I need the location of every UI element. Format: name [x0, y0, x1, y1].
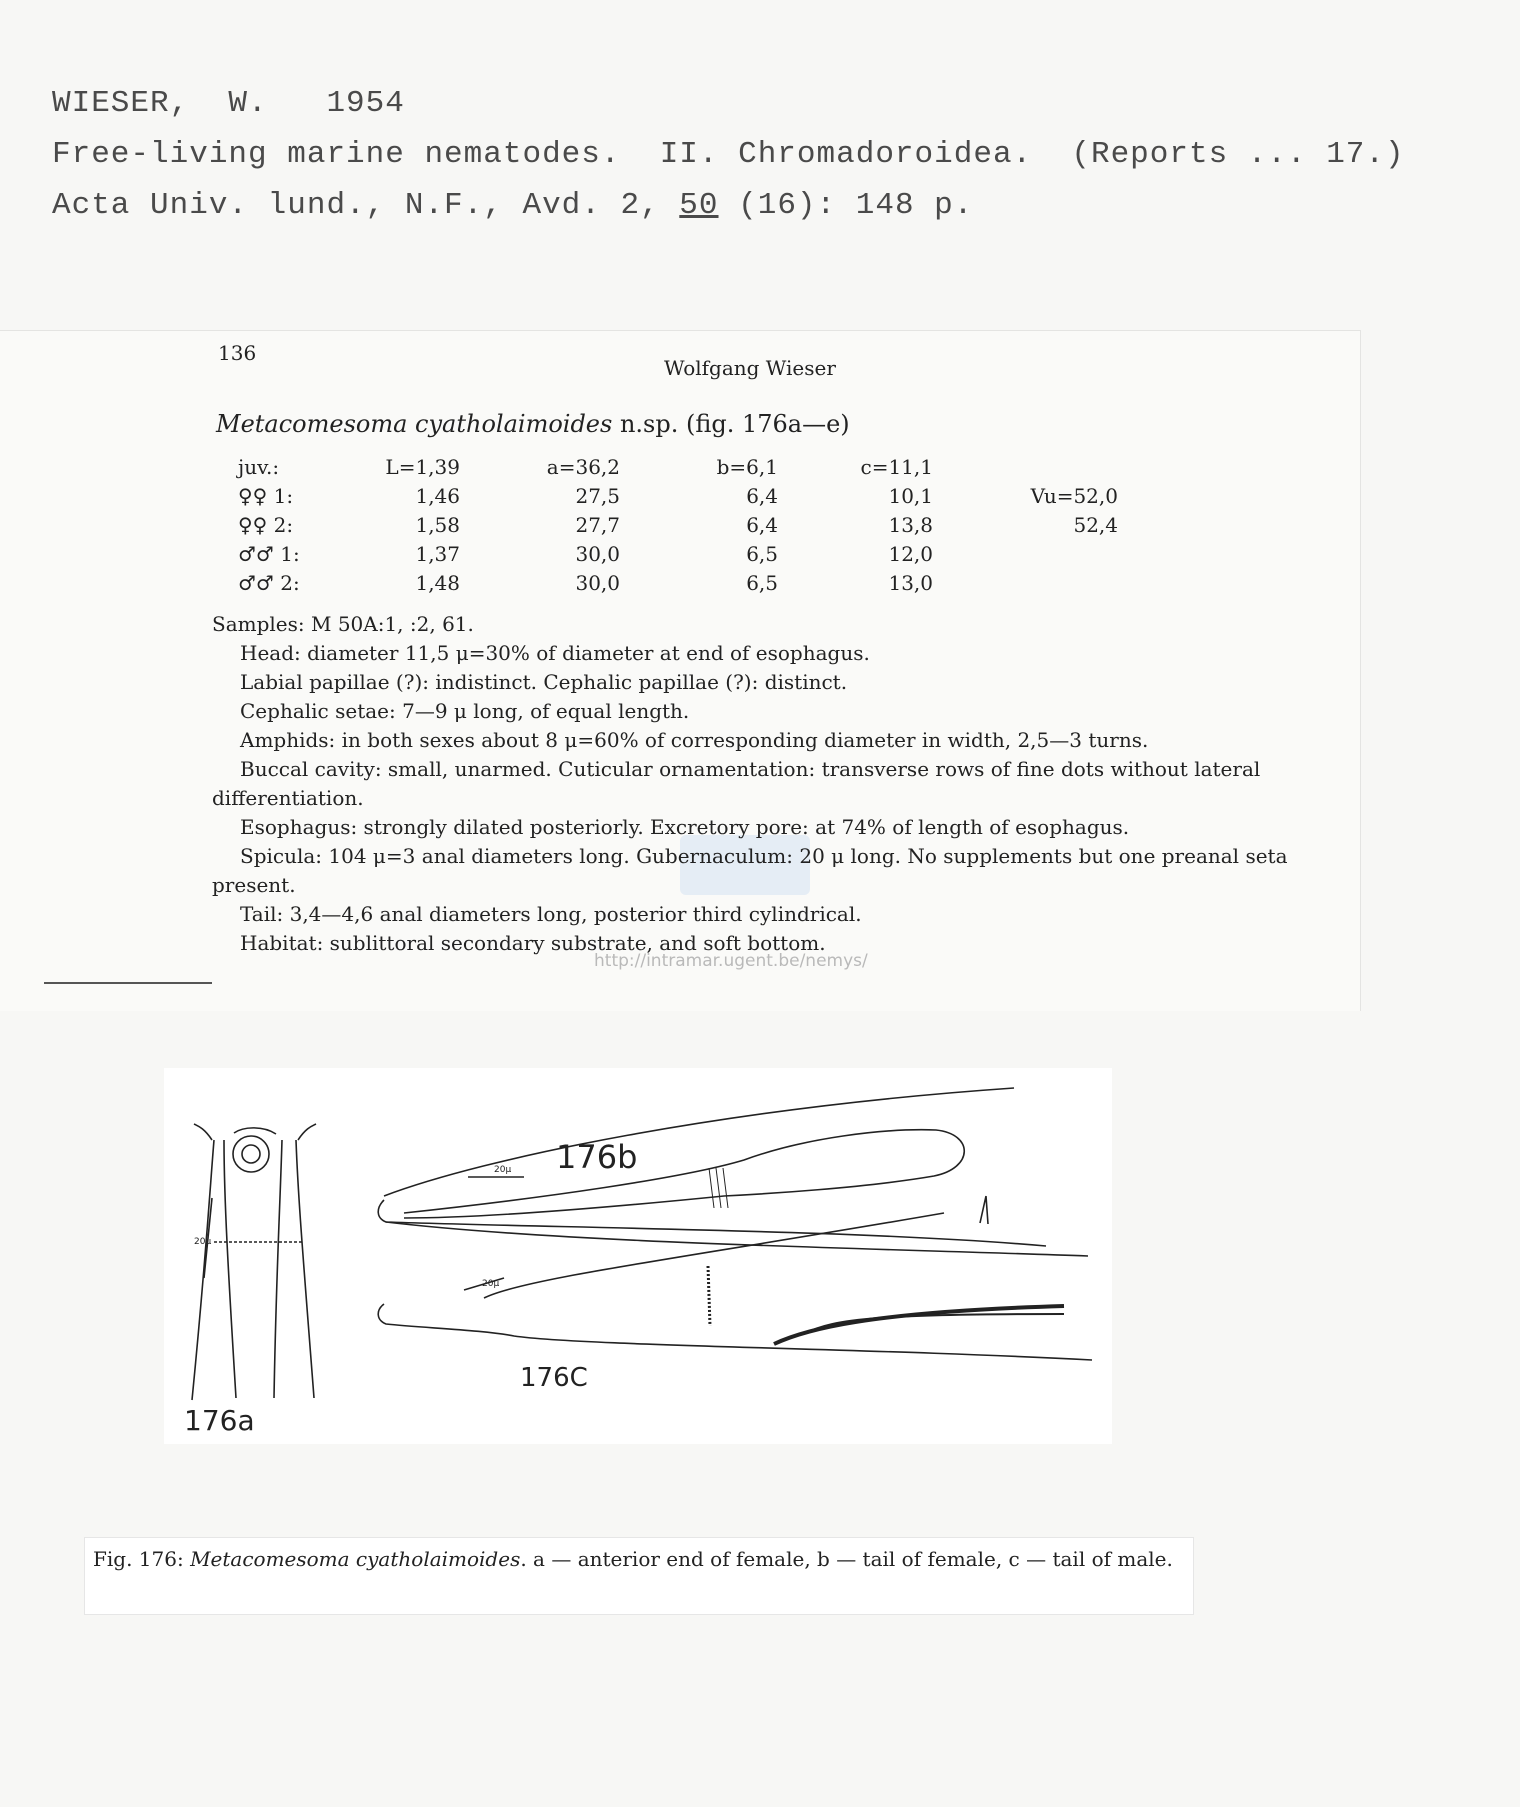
samples-line: Samples: M 50A:1, :2, 61.: [212, 612, 474, 636]
buccal-line: Buccal cavity: small, unarmed. Cuticular ornamentation: transverse rows of fine dots without lateral differentiation.: [212, 757, 1261, 810]
caption-rest: . a — anterior end of female, b — tail of female, c — tail of male.: [520, 1547, 1173, 1571]
spicula-line: Spicula: 104 μ=3 anal diameters long. Gubernaculum: 20 μ long. No supplements but one preanal seta present.: [212, 844, 1288, 897]
row-label: ♀♀ 1:: [238, 483, 294, 508]
caption-species: Metacomesoma cyatholaimoides: [190, 1547, 521, 1571]
setae-line: Cephalic setae: 7—9 μ long, of equal length.: [240, 699, 690, 723]
volume-number: 50: [679, 188, 719, 223]
watermark-url: http://intramar.ugent.be/nemys/: [594, 951, 868, 971]
publication-title: Free-living marine nematodes. II. Chromadoroidea. (Reports ... 17.): [52, 137, 1405, 172]
value-a: 30,0: [575, 570, 620, 595]
value-c: 13,0: [888, 570, 933, 595]
value-vu: [933, 539, 1118, 568]
scale-label-b: 20μ: [494, 1165, 512, 1175]
journal-citation: [52, 180, 1405, 231]
value-c: 13,8: [888, 512, 933, 537]
value-a: a=36,2: [546, 454, 620, 479]
value-a: 27,7: [575, 512, 620, 537]
issue-pages: (16): 148 p.: [718, 188, 974, 223]
value-a: 30,0: [575, 541, 620, 566]
value-L: 1,37: [415, 541, 460, 566]
value-L: 1,48: [415, 570, 460, 595]
value-vu: 52,4: [1073, 512, 1118, 537]
table-row: [238, 481, 1118, 510]
value-b: 6,5: [746, 570, 778, 595]
table-row: [238, 452, 1118, 481]
label-176c: 176C: [520, 1363, 588, 1393]
value-L: 1,58: [415, 512, 460, 537]
species-heading: [216, 410, 850, 438]
measurements-table: [238, 452, 1118, 597]
value-L: 1,46: [415, 483, 460, 508]
running-head: Wolfgang Wieser: [664, 356, 836, 380]
label-176b: 176b: [556, 1138, 638, 1176]
tail-line: Tail: 3,4—4,6 anal diameters long, posterior third cylindrical.: [240, 902, 862, 926]
scale-label-c: 20μ: [482, 1279, 500, 1289]
habitat-line: Habitat: sublittoral secondary substrate, and soft bottom.: [240, 931, 826, 955]
row-label: ♂♂ 1:: [238, 541, 300, 566]
caption-prefix: Fig. 176:: [93, 1547, 191, 1571]
label-176a: 176a: [184, 1404, 255, 1437]
amphids-line: Amphids: in both sexes about 8 μ=60% of corresponding diameter in width, 2,5—3 turns.: [240, 728, 1149, 752]
table-row: [238, 510, 1118, 539]
page-number: 136: [218, 341, 257, 365]
value-b: 6,4: [746, 512, 778, 537]
value-vu: [933, 452, 1118, 481]
row-label: ♂♂ 2:: [238, 570, 300, 595]
value-L: L=1,39: [385, 454, 460, 479]
figure-caption: [84, 1537, 1194, 1615]
species-heading-rest: n.sp. (fig. 176a—e): [612, 410, 850, 438]
value-b: 6,4: [746, 483, 778, 508]
value-c: 10,1: [888, 483, 933, 508]
table-row: [238, 539, 1118, 568]
esophagus-line: Esophagus: strongly dilated posteriorly. Excretory pore: at 74% of length of esophagus.: [240, 815, 1130, 839]
species-description: [212, 610, 1302, 958]
table-row: [238, 568, 1118, 597]
catalogue-card-reference: [52, 78, 1405, 231]
row-label: juv.:: [238, 454, 280, 479]
papillae-line: Labial papillae (?): indistinct. Cephalic papillae (?): distinct.: [240, 670, 848, 694]
value-vu: Vu=52,0: [1030, 483, 1118, 508]
value-a: 27,5: [575, 483, 620, 508]
head-line: Head: diameter 11,5 μ=30% of diameter at end of esophagus.: [240, 641, 870, 665]
divider-rule: [44, 982, 212, 984]
figure-176: [164, 1068, 1112, 1444]
scale-label-a: 20μ: [194, 1237, 212, 1247]
value-c: c=11,1: [860, 454, 933, 479]
journal-name: Acta Univ. lund., N.F., Avd. 2,: [52, 188, 680, 223]
figure-drawings: [164, 1068, 1112, 1444]
row-label: ♀♀ 2:: [238, 512, 294, 537]
value-c: 12,0: [888, 541, 933, 566]
value-b: b=6,1: [716, 454, 778, 479]
species-name: Metacomesoma cyatholaimoides: [216, 410, 613, 438]
drawing-176b: [378, 1088, 1088, 1256]
value-b: 6,5: [746, 541, 778, 566]
drawing-176a: [192, 1124, 316, 1400]
author-year: WIESER, W. 1954: [52, 86, 405, 121]
value-vu: [933, 568, 1118, 597]
